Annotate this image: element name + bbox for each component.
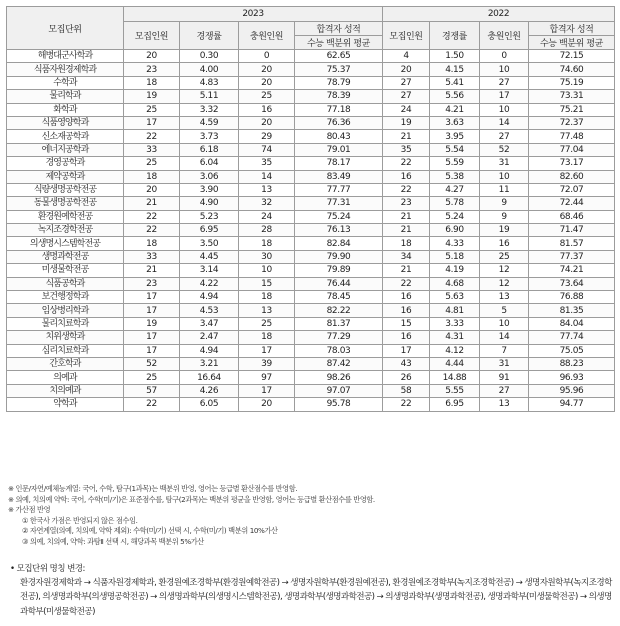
- value-cell: 79.90: [295, 250, 383, 263]
- value-cell: 72.07: [529, 183, 615, 196]
- value-cell: 9: [480, 210, 529, 223]
- value-cell: 39: [239, 357, 295, 370]
- note-line: ③ 의예, 치의예, 약학: 과탐Ⅱ 선택 시, 해당과목 백분위 5%가산: [22, 536, 204, 546]
- value-cell: 13: [239, 183, 295, 196]
- rename-notice: [10, 562, 612, 619]
- value-cell: 21: [383, 210, 430, 223]
- dept-cell: 환경원예학전공: [7, 210, 124, 223]
- value-cell: 74.21: [529, 264, 615, 277]
- value-cell: 76.44: [295, 277, 383, 290]
- value-cell: 81.57: [529, 237, 615, 250]
- value-cell: 4.68: [430, 277, 480, 290]
- value-cell: 4.44: [430, 357, 480, 370]
- value-cell: 18: [124, 170, 180, 183]
- value-cell: 4.59: [180, 116, 239, 129]
- value-cell: 74.60: [529, 63, 615, 76]
- value-cell: 35: [383, 143, 430, 156]
- value-cell: 18: [124, 76, 180, 89]
- value-cell: 10: [480, 63, 529, 76]
- value-cell: 25: [239, 90, 295, 103]
- header-waitlist-2023: 충원인원: [239, 22, 295, 50]
- value-cell: 79.01: [295, 143, 383, 156]
- value-cell: 76.36: [295, 116, 383, 129]
- header-rate-2022: 경쟁률: [430, 22, 480, 50]
- header-quota-2022: 모집인원: [383, 22, 430, 50]
- value-cell: 24: [239, 210, 295, 223]
- value-cell: 5.23: [180, 210, 239, 223]
- value-cell: 18: [239, 237, 295, 250]
- value-cell: 97.07: [295, 384, 383, 397]
- value-cell: 13: [480, 398, 529, 411]
- dept-cell: 임상병리학과: [7, 304, 124, 317]
- value-cell: 6.95: [430, 398, 480, 411]
- value-cell: 4.19: [430, 264, 480, 277]
- value-cell: 96.93: [529, 371, 615, 384]
- note-line: ※ 가산점 반영: [8, 505, 51, 515]
- value-cell: 18: [124, 237, 180, 250]
- value-cell: 52: [480, 143, 529, 156]
- value-cell: 29: [239, 130, 295, 143]
- header-rate-2023: 경쟁률: [180, 22, 239, 50]
- header-score-2022: 수능 백분위 평균: [529, 36, 615, 50]
- table-row: [7, 76, 615, 89]
- value-cell: 16.64: [180, 371, 239, 384]
- value-cell: 30: [239, 250, 295, 263]
- value-cell: 76.13: [295, 224, 383, 237]
- dept-cell: 동물생명공학전공: [7, 197, 124, 210]
- value-cell: 4.94: [180, 291, 239, 304]
- value-cell: 0: [480, 50, 529, 63]
- value-cell: 77.77: [295, 183, 383, 196]
- value-cell: 4.00: [180, 63, 239, 76]
- value-cell: 19: [124, 90, 180, 103]
- value-cell: 6.05: [180, 398, 239, 411]
- value-cell: 4.33: [430, 237, 480, 250]
- value-cell: 4.45: [180, 250, 239, 263]
- value-cell: 78.45: [295, 291, 383, 304]
- value-cell: 21: [383, 130, 430, 143]
- value-cell: 10: [480, 103, 529, 116]
- value-cell: 82.22: [295, 304, 383, 317]
- dept-cell: 치위생학과: [7, 331, 124, 344]
- table-row: [7, 317, 615, 330]
- dept-cell: 에너지공학과: [7, 143, 124, 156]
- value-cell: 77.31: [295, 197, 383, 210]
- value-cell: 10: [480, 317, 529, 330]
- header-waitlist-2022: 충원인원: [480, 22, 529, 50]
- table-row: [7, 384, 615, 397]
- value-cell: 6.95: [180, 224, 239, 237]
- value-cell: 16: [383, 304, 430, 317]
- value-cell: 3.14: [180, 264, 239, 277]
- value-cell: 6.90: [430, 224, 480, 237]
- value-cell: 83.49: [295, 170, 383, 183]
- value-cell: 28: [239, 224, 295, 237]
- header-year-2022: 2022: [383, 7, 615, 22]
- value-cell: 27: [383, 90, 430, 103]
- value-cell: 18: [239, 291, 295, 304]
- table-row: [7, 170, 615, 183]
- value-cell: 25: [480, 250, 529, 263]
- value-cell: 82.60: [529, 170, 615, 183]
- value-cell: 16: [383, 331, 430, 344]
- rename-body: 환경자원경제학과 → 식품자원경제학과, 환경원예조경학부(환경원예학전공) → 생명자원학부(환경원예전공), 환경원예조경학부(녹지조경학전공) → 생명자원학부(녹지조경학전공), 의생명과학부(의생명공학전공) → 의생명과학부(의생명시스템학전공), 생명과학부(생명과학전공) → 의생명과학부(생명과학전공), 생명과학부(미생물학전공) → 의생명과학부(미생물학전공): [20, 578, 612, 617]
- value-cell: 23: [383, 197, 430, 210]
- note-line: ② 자연계열(의예, 치의예, 약학 제외): 수학(미/기) 선택 시, 수학(미/기) 백분위 10%가산: [22, 526, 278, 536]
- table-row: [7, 224, 615, 237]
- table-row: [7, 291, 615, 304]
- value-cell: 17: [383, 344, 430, 357]
- table-row: [7, 344, 615, 357]
- value-cell: 10: [480, 170, 529, 183]
- dept-cell: 녹지조경학전공: [7, 224, 124, 237]
- value-cell: 4: [383, 50, 430, 63]
- value-cell: 5.59: [430, 157, 480, 170]
- value-cell: 78.39: [295, 90, 383, 103]
- value-cell: 27: [383, 76, 430, 89]
- value-cell: 5.24: [430, 210, 480, 223]
- value-cell: 77.04: [529, 143, 615, 156]
- dept-cell: 생명과학전공: [7, 250, 124, 263]
- value-cell: 3.47: [180, 317, 239, 330]
- value-cell: 62.65: [295, 50, 383, 63]
- table-row: [7, 63, 615, 76]
- value-cell: 73.17: [529, 157, 615, 170]
- value-cell: 35: [239, 157, 295, 170]
- value-cell: 14.88: [430, 371, 480, 384]
- value-cell: 31: [480, 357, 529, 370]
- value-cell: 25: [124, 157, 180, 170]
- value-cell: 33: [124, 250, 180, 263]
- value-cell: 74: [239, 143, 295, 156]
- table-row: [7, 103, 615, 116]
- dept-cell: 심리치료학과: [7, 344, 124, 357]
- value-cell: 20: [383, 63, 430, 76]
- dept-cell: 식품영양학과: [7, 116, 124, 129]
- value-cell: 3.33: [430, 317, 480, 330]
- value-cell: 21: [383, 264, 430, 277]
- table-row: [7, 250, 615, 263]
- value-cell: 7: [480, 344, 529, 357]
- value-cell: 33: [124, 143, 180, 156]
- value-cell: 72.44: [529, 197, 615, 210]
- table-row: [7, 264, 615, 277]
- value-cell: 91: [480, 371, 529, 384]
- table-row: [7, 357, 615, 370]
- value-cell: 4.90: [180, 197, 239, 210]
- value-cell: 14: [239, 170, 295, 183]
- value-cell: 17: [239, 384, 295, 397]
- value-cell: 22: [383, 157, 430, 170]
- value-cell: 4.53: [180, 304, 239, 317]
- value-cell: 13: [480, 291, 529, 304]
- table-row: [7, 331, 615, 344]
- dept-cell: 경영공학과: [7, 157, 124, 170]
- value-cell: 21: [124, 197, 180, 210]
- value-cell: 16: [383, 291, 430, 304]
- value-cell: 77.37: [529, 250, 615, 263]
- value-cell: 27: [480, 130, 529, 143]
- table-row: [7, 130, 615, 143]
- value-cell: 25: [124, 103, 180, 116]
- value-cell: 27: [480, 76, 529, 89]
- header-score-2023: 수능 백분위 평균: [295, 36, 383, 50]
- value-cell: 31: [480, 157, 529, 170]
- value-cell: 77.29: [295, 331, 383, 344]
- value-cell: 16: [480, 237, 529, 250]
- table-row: [7, 398, 615, 411]
- value-cell: 5: [480, 304, 529, 317]
- value-cell: 78.79: [295, 76, 383, 89]
- table-row: [7, 210, 615, 223]
- value-cell: 1.50: [430, 50, 480, 63]
- value-cell: 20: [124, 183, 180, 196]
- value-cell: 14: [480, 116, 529, 129]
- dept-cell: 물리치료학과: [7, 317, 124, 330]
- value-cell: 78.17: [295, 157, 383, 170]
- value-cell: 17: [480, 90, 529, 103]
- table-body: [7, 50, 615, 412]
- value-cell: 4.31: [430, 331, 480, 344]
- value-cell: 75.05: [529, 344, 615, 357]
- value-cell: 26: [383, 371, 430, 384]
- value-cell: 12: [480, 277, 529, 290]
- value-cell: 5.54: [430, 143, 480, 156]
- value-cell: 4.83: [180, 76, 239, 89]
- value-cell: 4.26: [180, 384, 239, 397]
- dept-cell: 수학과: [7, 76, 124, 89]
- value-cell: 0: [239, 50, 295, 63]
- value-cell: 20: [239, 398, 295, 411]
- dept-cell: 치의예과: [7, 384, 124, 397]
- value-cell: 21: [124, 264, 180, 277]
- header-result-2022: 합격자 성적: [529, 22, 615, 36]
- value-cell: 76.88: [529, 291, 615, 304]
- value-cell: 3.90: [180, 183, 239, 196]
- value-cell: 16: [383, 170, 430, 183]
- value-cell: 2.47: [180, 331, 239, 344]
- dept-cell: 식품자원경제학과: [7, 63, 124, 76]
- value-cell: 78.03: [295, 344, 383, 357]
- value-cell: 20: [124, 50, 180, 63]
- value-cell: 4.21: [430, 103, 480, 116]
- value-cell: 5.41: [430, 76, 480, 89]
- value-cell: 79.89: [295, 264, 383, 277]
- table-row: [7, 90, 615, 103]
- value-cell: 32: [239, 197, 295, 210]
- dept-cell: 보건행정학과: [7, 291, 124, 304]
- value-cell: 80.43: [295, 130, 383, 143]
- value-cell: 5.38: [430, 170, 480, 183]
- value-cell: 23: [124, 277, 180, 290]
- value-cell: 3.32: [180, 103, 239, 116]
- value-cell: 52: [124, 357, 180, 370]
- value-cell: 88.23: [529, 357, 615, 370]
- value-cell: 97: [239, 371, 295, 384]
- value-cell: 77.74: [529, 331, 615, 344]
- dept-cell: 의예과: [7, 371, 124, 384]
- table-row: [7, 277, 615, 290]
- value-cell: 21: [383, 224, 430, 237]
- value-cell: 16: [239, 103, 295, 116]
- value-cell: 25: [124, 371, 180, 384]
- value-cell: 84.04: [529, 317, 615, 330]
- value-cell: 5.78: [430, 197, 480, 210]
- value-cell: 22: [124, 224, 180, 237]
- value-cell: 3.21: [180, 357, 239, 370]
- dept-cell: 간호학과: [7, 357, 124, 370]
- value-cell: 14: [480, 331, 529, 344]
- table-row: [7, 143, 615, 156]
- value-cell: 20: [239, 76, 295, 89]
- value-cell: 72.37: [529, 116, 615, 129]
- value-cell: 57: [124, 384, 180, 397]
- value-cell: 81.37: [295, 317, 383, 330]
- value-cell: 5.63: [430, 291, 480, 304]
- value-cell: 13: [239, 304, 295, 317]
- value-cell: 3.63: [430, 116, 480, 129]
- value-cell: 6.18: [180, 143, 239, 156]
- value-cell: 72.15: [529, 50, 615, 63]
- value-cell: 22: [383, 398, 430, 411]
- value-cell: 15: [383, 317, 430, 330]
- note-line: ※ 의예, 치의예 약학: 국어, 수학(미/기)은 표준점수를, 탐구(2과목)는 백분위 평균을 반영함, 영어는 등급별 환산점수를 반영함.: [8, 494, 375, 504]
- value-cell: 22: [383, 277, 430, 290]
- dept-cell: 약학과: [7, 398, 124, 411]
- value-cell: 4.15: [430, 63, 480, 76]
- dept-cell: 화학과: [7, 103, 124, 116]
- value-cell: 4.27: [430, 183, 480, 196]
- table-row: [7, 371, 615, 384]
- value-cell: 95.96: [529, 384, 615, 397]
- table-row: [7, 237, 615, 250]
- value-cell: 11: [480, 183, 529, 196]
- note-line: ① 한국사 가점은 반영되지 않은 점수임.: [22, 515, 138, 525]
- value-cell: 17: [124, 331, 180, 344]
- dept-cell: 식품공학과: [7, 277, 124, 290]
- value-cell: 17: [124, 344, 180, 357]
- value-cell: 20: [239, 116, 295, 129]
- value-cell: 87.42: [295, 357, 383, 370]
- header-dept: 모집단위: [7, 7, 124, 50]
- value-cell: 27: [480, 384, 529, 397]
- value-cell: 18: [383, 237, 430, 250]
- header-quota-2023: 모집인원: [124, 22, 180, 50]
- value-cell: 5.18: [430, 250, 480, 263]
- value-cell: 20: [239, 63, 295, 76]
- value-cell: 34: [383, 250, 430, 263]
- value-cell: 75.19: [529, 76, 615, 89]
- admissions-table: [6, 6, 615, 412]
- value-cell: 18: [239, 331, 295, 344]
- value-cell: 12: [480, 264, 529, 277]
- value-cell: 73.31: [529, 90, 615, 103]
- value-cell: 5.56: [430, 90, 480, 103]
- header-year-2023: 2023: [124, 7, 383, 22]
- value-cell: 73.64: [529, 277, 615, 290]
- dept-cell: 해병대군사학과: [7, 50, 124, 63]
- notes: [8, 484, 612, 548]
- value-cell: 4.94: [180, 344, 239, 357]
- value-cell: 75.24: [295, 210, 383, 223]
- value-cell: 68.46: [529, 210, 615, 223]
- value-cell: 3.06: [180, 170, 239, 183]
- value-cell: 82.84: [295, 237, 383, 250]
- value-cell: 94.77: [529, 398, 615, 411]
- value-cell: 17: [239, 344, 295, 357]
- value-cell: 3.50: [180, 237, 239, 250]
- value-cell: 19: [480, 224, 529, 237]
- dept-cell: 물리학과: [7, 90, 124, 103]
- value-cell: 3.95: [430, 130, 480, 143]
- table-row: [7, 183, 615, 196]
- dept-cell: 제약공학과: [7, 170, 124, 183]
- header-result-2023: 합격자 성적: [295, 22, 383, 36]
- value-cell: 22: [383, 183, 430, 196]
- value-cell: 24: [383, 103, 430, 116]
- table-row: [7, 157, 615, 170]
- value-cell: 22: [124, 210, 180, 223]
- value-cell: 77.18: [295, 103, 383, 116]
- value-cell: 5.55: [430, 384, 480, 397]
- table-row: [7, 197, 615, 210]
- dept-cell: 미생물학전공: [7, 264, 124, 277]
- dept-cell: 식량생명공학전공: [7, 183, 124, 196]
- value-cell: 81.35: [529, 304, 615, 317]
- rename-title: • 모집단위 명칭 변경:: [10, 564, 85, 574]
- value-cell: 77.48: [529, 130, 615, 143]
- value-cell: 9: [480, 197, 529, 210]
- value-cell: 19: [383, 116, 430, 129]
- value-cell: 22: [124, 130, 180, 143]
- value-cell: 23: [124, 63, 180, 76]
- value-cell: 3.73: [180, 130, 239, 143]
- value-cell: 10: [239, 264, 295, 277]
- value-cell: 43: [383, 357, 430, 370]
- value-cell: 75.37: [295, 63, 383, 76]
- value-cell: 75.21: [529, 103, 615, 116]
- value-cell: 6.04: [180, 157, 239, 170]
- dept-cell: 신소재공학과: [7, 130, 124, 143]
- value-cell: 4.22: [180, 277, 239, 290]
- value-cell: 5.11: [180, 90, 239, 103]
- value-cell: 17: [124, 116, 180, 129]
- dept-cell: 의생명시스템학전공: [7, 237, 124, 250]
- value-cell: 0.30: [180, 50, 239, 63]
- value-cell: 58: [383, 384, 430, 397]
- value-cell: 25: [239, 317, 295, 330]
- value-cell: 17: [124, 291, 180, 304]
- table-row: [7, 116, 615, 129]
- value-cell: 71.47: [529, 224, 615, 237]
- table-row: [7, 50, 615, 63]
- note-line: ※ 인문/자연/예체능계열: 국어, 수학, 탐구(1과목)는 백분위 반영, 영어는 등급별 환산점수를 반영함.: [8, 484, 298, 493]
- value-cell: 98.26: [295, 371, 383, 384]
- value-cell: 22: [124, 398, 180, 411]
- value-cell: 15: [239, 277, 295, 290]
- value-cell: 4.81: [430, 304, 480, 317]
- value-cell: 4.12: [430, 344, 480, 357]
- table-row: [7, 304, 615, 317]
- value-cell: 19: [124, 317, 180, 330]
- value-cell: 17: [124, 304, 180, 317]
- value-cell: 95.78: [295, 398, 383, 411]
